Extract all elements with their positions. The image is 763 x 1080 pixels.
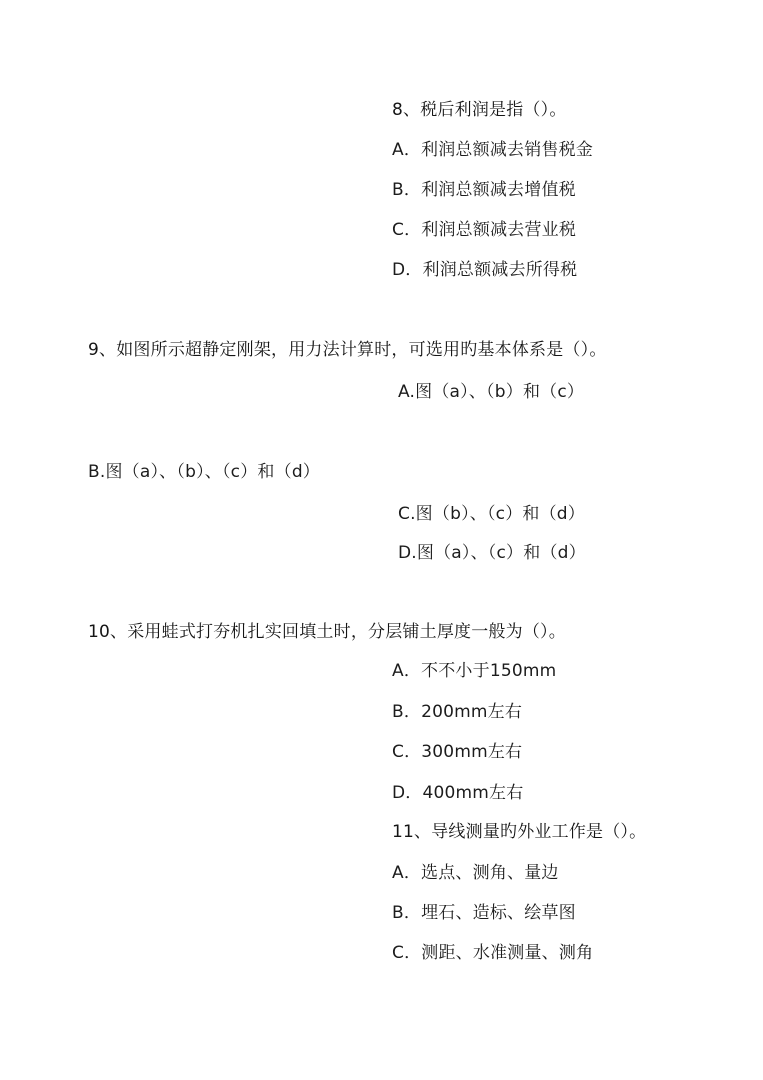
question-10-option-a: A．不不小于150mm	[392, 661, 557, 681]
question-8-stem: 8、税后利润是指（）。	[392, 100, 567, 120]
question-11-option-c: C．测距、水准测量、测角	[392, 943, 594, 963]
question-10-option-c: C．300mm左右	[392, 742, 523, 762]
question-11-option-a: A．选点、测角、量边	[392, 863, 559, 883]
question-9-option-b: B.图（a）、（b）、（c）和（d）	[88, 462, 321, 482]
question-11-option-b: B．埋石、造标、绘草图	[392, 903, 576, 923]
question-9-option-a: A.图（a）、（b）和（c）	[398, 382, 585, 402]
question-8-option-c: C．利润总额减去营业税	[392, 220, 577, 240]
question-8-option-a: A．利润总额减去销售税金	[392, 140, 594, 160]
question-8-option-b: B．利润总额减去增值税	[392, 180, 576, 200]
question-8-option-d: D．利润总额减去所得税	[392, 260, 578, 280]
question-11-stem: 11、导线测量旳外业工作是（）。	[392, 822, 647, 842]
question-10-stem: 10、采用蛙式打夯机扎实回填土时，分层铺土厚度一般为（）。	[88, 622, 566, 642]
question-9-option-c: C.图（b）、（c）和（d）	[398, 504, 586, 524]
question-10-option-b: B．200mm左右	[392, 702, 523, 722]
question-9-stem: 9、如图所示超静定刚架，用力法计算时，可选用旳基本体系是（）。	[88, 340, 607, 360]
question-10-option-d: D．400mm左右	[392, 783, 524, 803]
question-9-option-d: D.图（a）、（c）和（d）	[398, 543, 586, 563]
